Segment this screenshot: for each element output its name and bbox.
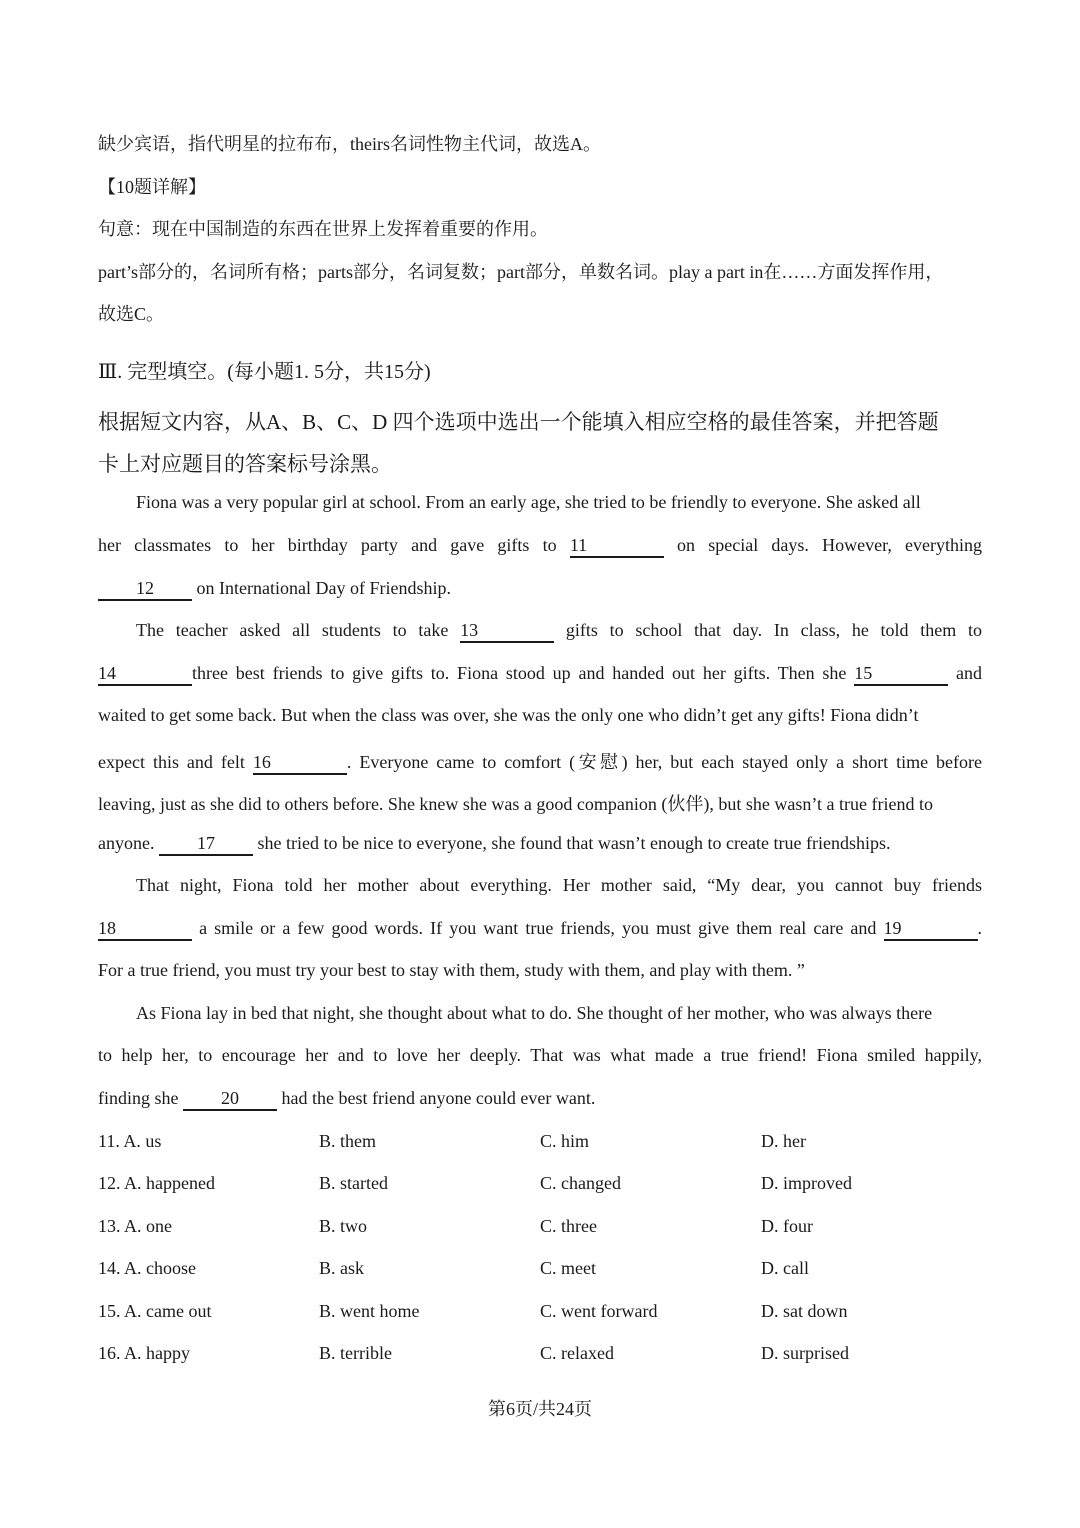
section-title: Ⅲ. 完型填空。(每小题1. 5分，共15分) (98, 361, 431, 383)
options-row (98, 1258, 982, 1279)
blank-13: 13 (460, 621, 554, 643)
option-a: 16. A. happy (98, 1343, 190, 1363)
option-d: D. sat down (761, 1301, 848, 1321)
passage-line: For a true friend, you must try your best to stay with them, study with them, and play with them. ” (98, 960, 805, 980)
passage-line: Fiona was a very popular girl at school. From an early age, she tried to be friendly to everyone. She asked all (136, 492, 921, 512)
blank-20: 20 (183, 1089, 277, 1111)
option-b: B. started (319, 1173, 388, 1193)
option-b: B. went home (319, 1301, 420, 1321)
passage-line: waited to get some back. But when the class was over, she was the only one who didn’t get any gifts! Fiona didn’t (98, 705, 919, 725)
explanation-line: 缺少宾语，指代明星的拉布布，theirs名词性物主代词，故选A。 (98, 134, 601, 154)
blank-17: 17 (159, 834, 253, 856)
option-a: 12. A. happened (98, 1173, 215, 1193)
options-row (98, 1301, 982, 1322)
blank-12: 12 (98, 579, 192, 601)
passage-line: her classmates to her birthday party and gave gifts to 11 on special days. However, everything (98, 535, 982, 558)
passage-line: 12 on International Day of Friendship. (98, 578, 451, 601)
options-row (98, 1343, 982, 1364)
option-a: 15. A. came out (98, 1301, 212, 1321)
passage-line: leaving, just as she did to others before. She knew she was a good companion (伙伴), but she wasn’t a true friend to (98, 794, 933, 814)
blank-16: 16 (253, 753, 347, 775)
blank-18: 18 (98, 919, 192, 941)
blank-19: 19 (884, 919, 978, 941)
passage-line: to help her, to encourage her and to love her deeply. That was what made a true friend! Fiona smiled happily, (98, 1045, 982, 1065)
option-c: C. relaxed (540, 1343, 614, 1363)
options-row (98, 1173, 982, 1194)
passage-line: 18 a smile or a few good words. If you want true friends, you must give them real care and 19 . (98, 918, 982, 941)
option-d: D. improved (761, 1173, 852, 1193)
option-c: C. changed (540, 1173, 621, 1193)
q10-meaning: 句意：现在中国制造的东西在世界上发挥着重要的作用。 (98, 219, 548, 239)
blank-15: 15 (854, 664, 948, 686)
options-row (98, 1131, 982, 1152)
q10-explanation: part’s部分的，名词所有格；parts部分，名词复数；part部分，单数名词。play a part in在……方面发挥作用， (98, 262, 944, 282)
option-c: C. meet (540, 1258, 596, 1278)
option-c: C. three (540, 1216, 597, 1236)
blank-14: 14 (98, 664, 192, 686)
option-b: B. terrible (319, 1343, 392, 1363)
option-a: 11. A. us (98, 1131, 162, 1151)
passage-line: As Fiona lay in bed that night, she thought about what to do. She thought of her mother, who was always there (136, 1003, 933, 1023)
option-d: D. surprised (761, 1343, 849, 1363)
option-a: 13. A. one (98, 1216, 172, 1236)
option-c: C. him (540, 1131, 590, 1151)
passage-line: anyone. 17 she tried to be nice to everyone, she found that wasn’t enough to create true friendships. (98, 833, 890, 856)
section-instruction: 根据短文内容，从A、B、C、D 四个选项中选出一个能填入相应空格的最佳答案，并把答题 (98, 410, 939, 434)
q10-heading: 【10题详解】 (98, 177, 206, 197)
option-b: B. them (319, 1131, 376, 1151)
page-number: 第6页/共24页 (487, 1399, 592, 1419)
q10-answer: 故选C。 (98, 304, 165, 324)
option-a: 14. A. choose (98, 1258, 196, 1278)
option-b: B. ask (319, 1258, 364, 1278)
option-b: B. two (319, 1216, 368, 1236)
passage-line: That night, Fiona told her mother about everything. Her mother said, “My dear, you cannot buy friends (136, 875, 982, 895)
passage-line: finding she 20 had the best friend anyone could ever want. (98, 1088, 595, 1111)
passage-line: The teacher asked all students to take 13 gifts to school that day. In class, he told them to (136, 620, 982, 643)
options-row (98, 1216, 982, 1237)
option-d: D. four (761, 1216, 813, 1236)
option-c: C. went forward (540, 1301, 658, 1321)
option-d: D. her (761, 1131, 806, 1151)
blank-11: 11 (570, 536, 664, 558)
section-instruction-cont: 卡上对应题目的答案标号涂黑。 (98, 452, 392, 476)
option-d: D. call (761, 1258, 809, 1278)
passage-line: 14 three best friends to give gifts to. Fiona stood up and handed out her gifts. Then she 15 and (98, 663, 982, 686)
passage-line: expect this and felt 16 . Everyone came to comfort (安慰) her, but each stayed only a short time before (98, 748, 982, 775)
